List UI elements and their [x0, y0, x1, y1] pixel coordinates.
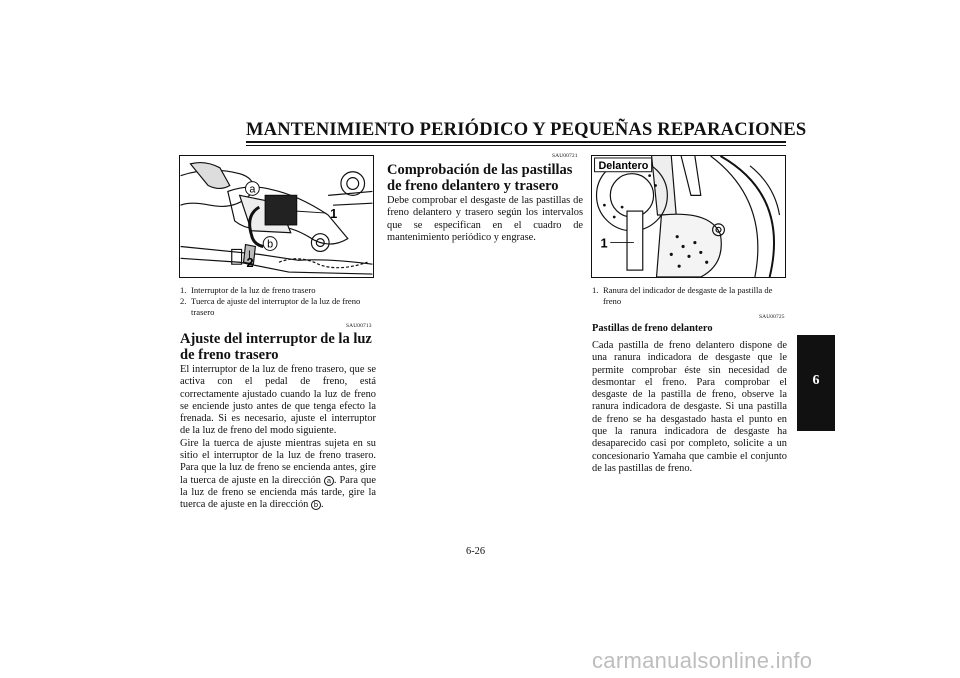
figure-label-2: 2 [246, 255, 254, 271]
figure-label-b: b [267, 238, 274, 251]
section-heading: Ajuste del interruptor de la luz de freno trasero [180, 331, 372, 363]
reference-code: SAU00713 [346, 323, 372, 329]
figure-front-brake-pads [591, 155, 786, 278]
watermark: carmanualsonline.info [592, 648, 813, 673]
header-rule-thin [246, 145, 786, 146]
figure-rear-brake-switch [179, 155, 374, 278]
caption-text: Interruptor de la luz de freno trasero [191, 285, 316, 295]
section-heading: Comprobación de las pastillas de freno delantero y trasero [387, 162, 573, 194]
text-run: Gire la tuerca de ajuste mientras sujeta en su sitio el interruptor de la luz de freno trasero. Para que la luz de freno se encienda antes, gire la tuerca de ajuste en la dirección [180, 437, 376, 486]
paragraph: El interruptor de la luz de freno trasero, que se activa con el pedal de freno, está correctamente ajustado cuando la luz de freno se enciende justo antes de que tenga efecto la frenada. Si es necesario, ajuste el interruptor de la luz de freno del modo siguiente. [180, 364, 376, 437]
page-title: MANTENIMIENTO PERIÓDICO Y PEQUEÑAS REPARACIONES [246, 120, 807, 140]
section-body [180, 364, 376, 512]
figure-caption [180, 285, 376, 296]
caption-number: 1. [592, 285, 599, 295]
figure-label-1: 1 [330, 205, 338, 221]
paragraph [180, 438, 376, 512]
section-body: Cada pastilla de freno delantero dispone de una ranura indicadora de desgaste que le permite comprobar éste sin necesidad de desmontar el freno. Para comprobar el desgaste de la pastilla de freno, observe la ranura indicadora de desgaste. Si una pastilla de freno se ha desgastado hasta el punto en que la ranura indicadora de desgaste ha desaparecido casi por completo, solicite a un concesionario Yamaha que cambie el conjunto de las pastillas de freno. [592, 340, 787, 474]
section-subheading: Pastillas de freno delantero [592, 323, 713, 334]
page-number: 6-26 [466, 546, 486, 557]
section-body: Debe comprobar el desgaste de las pastillas de freno delantero y trasero según los intervalos que se especifican en el cuadro de mantenimiento periódico y engrase. [387, 195, 583, 243]
reference-code: SAU00721 [552, 153, 578, 159]
caption-text: Tuerca de ajuste del interruptor de la luz de freno trasero [191, 296, 361, 317]
direction-b-marker: b [311, 500, 321, 510]
text-run: . Para que la luz de freno se encienda más tarde, gire la tuerca de ajuste en la dirección [180, 474, 376, 511]
front-label: Delantero [598, 159, 649, 172]
figure-label-a: a [249, 183, 256, 196]
caption-number: 2. [180, 296, 187, 306]
section-tab-number: 6 [812, 373, 820, 388]
direction-a-marker: a [324, 476, 334, 486]
figure-caption [180, 296, 376, 318]
reference-code: SAU00725 [759, 314, 785, 320]
header-rule [246, 141, 786, 143]
front-brake-illustration [592, 156, 785, 277]
figure-label-1: 1 [600, 235, 608, 251]
section-tab [797, 335, 835, 431]
text-run: . [320, 499, 324, 511]
rear-brake-switch-illustration [180, 156, 373, 277]
caption-text: Ranura del indicador de desgaste de la pastilla de freno [603, 285, 773, 306]
caption-number: 1. [180, 285, 187, 295]
figure-caption [592, 285, 788, 307]
